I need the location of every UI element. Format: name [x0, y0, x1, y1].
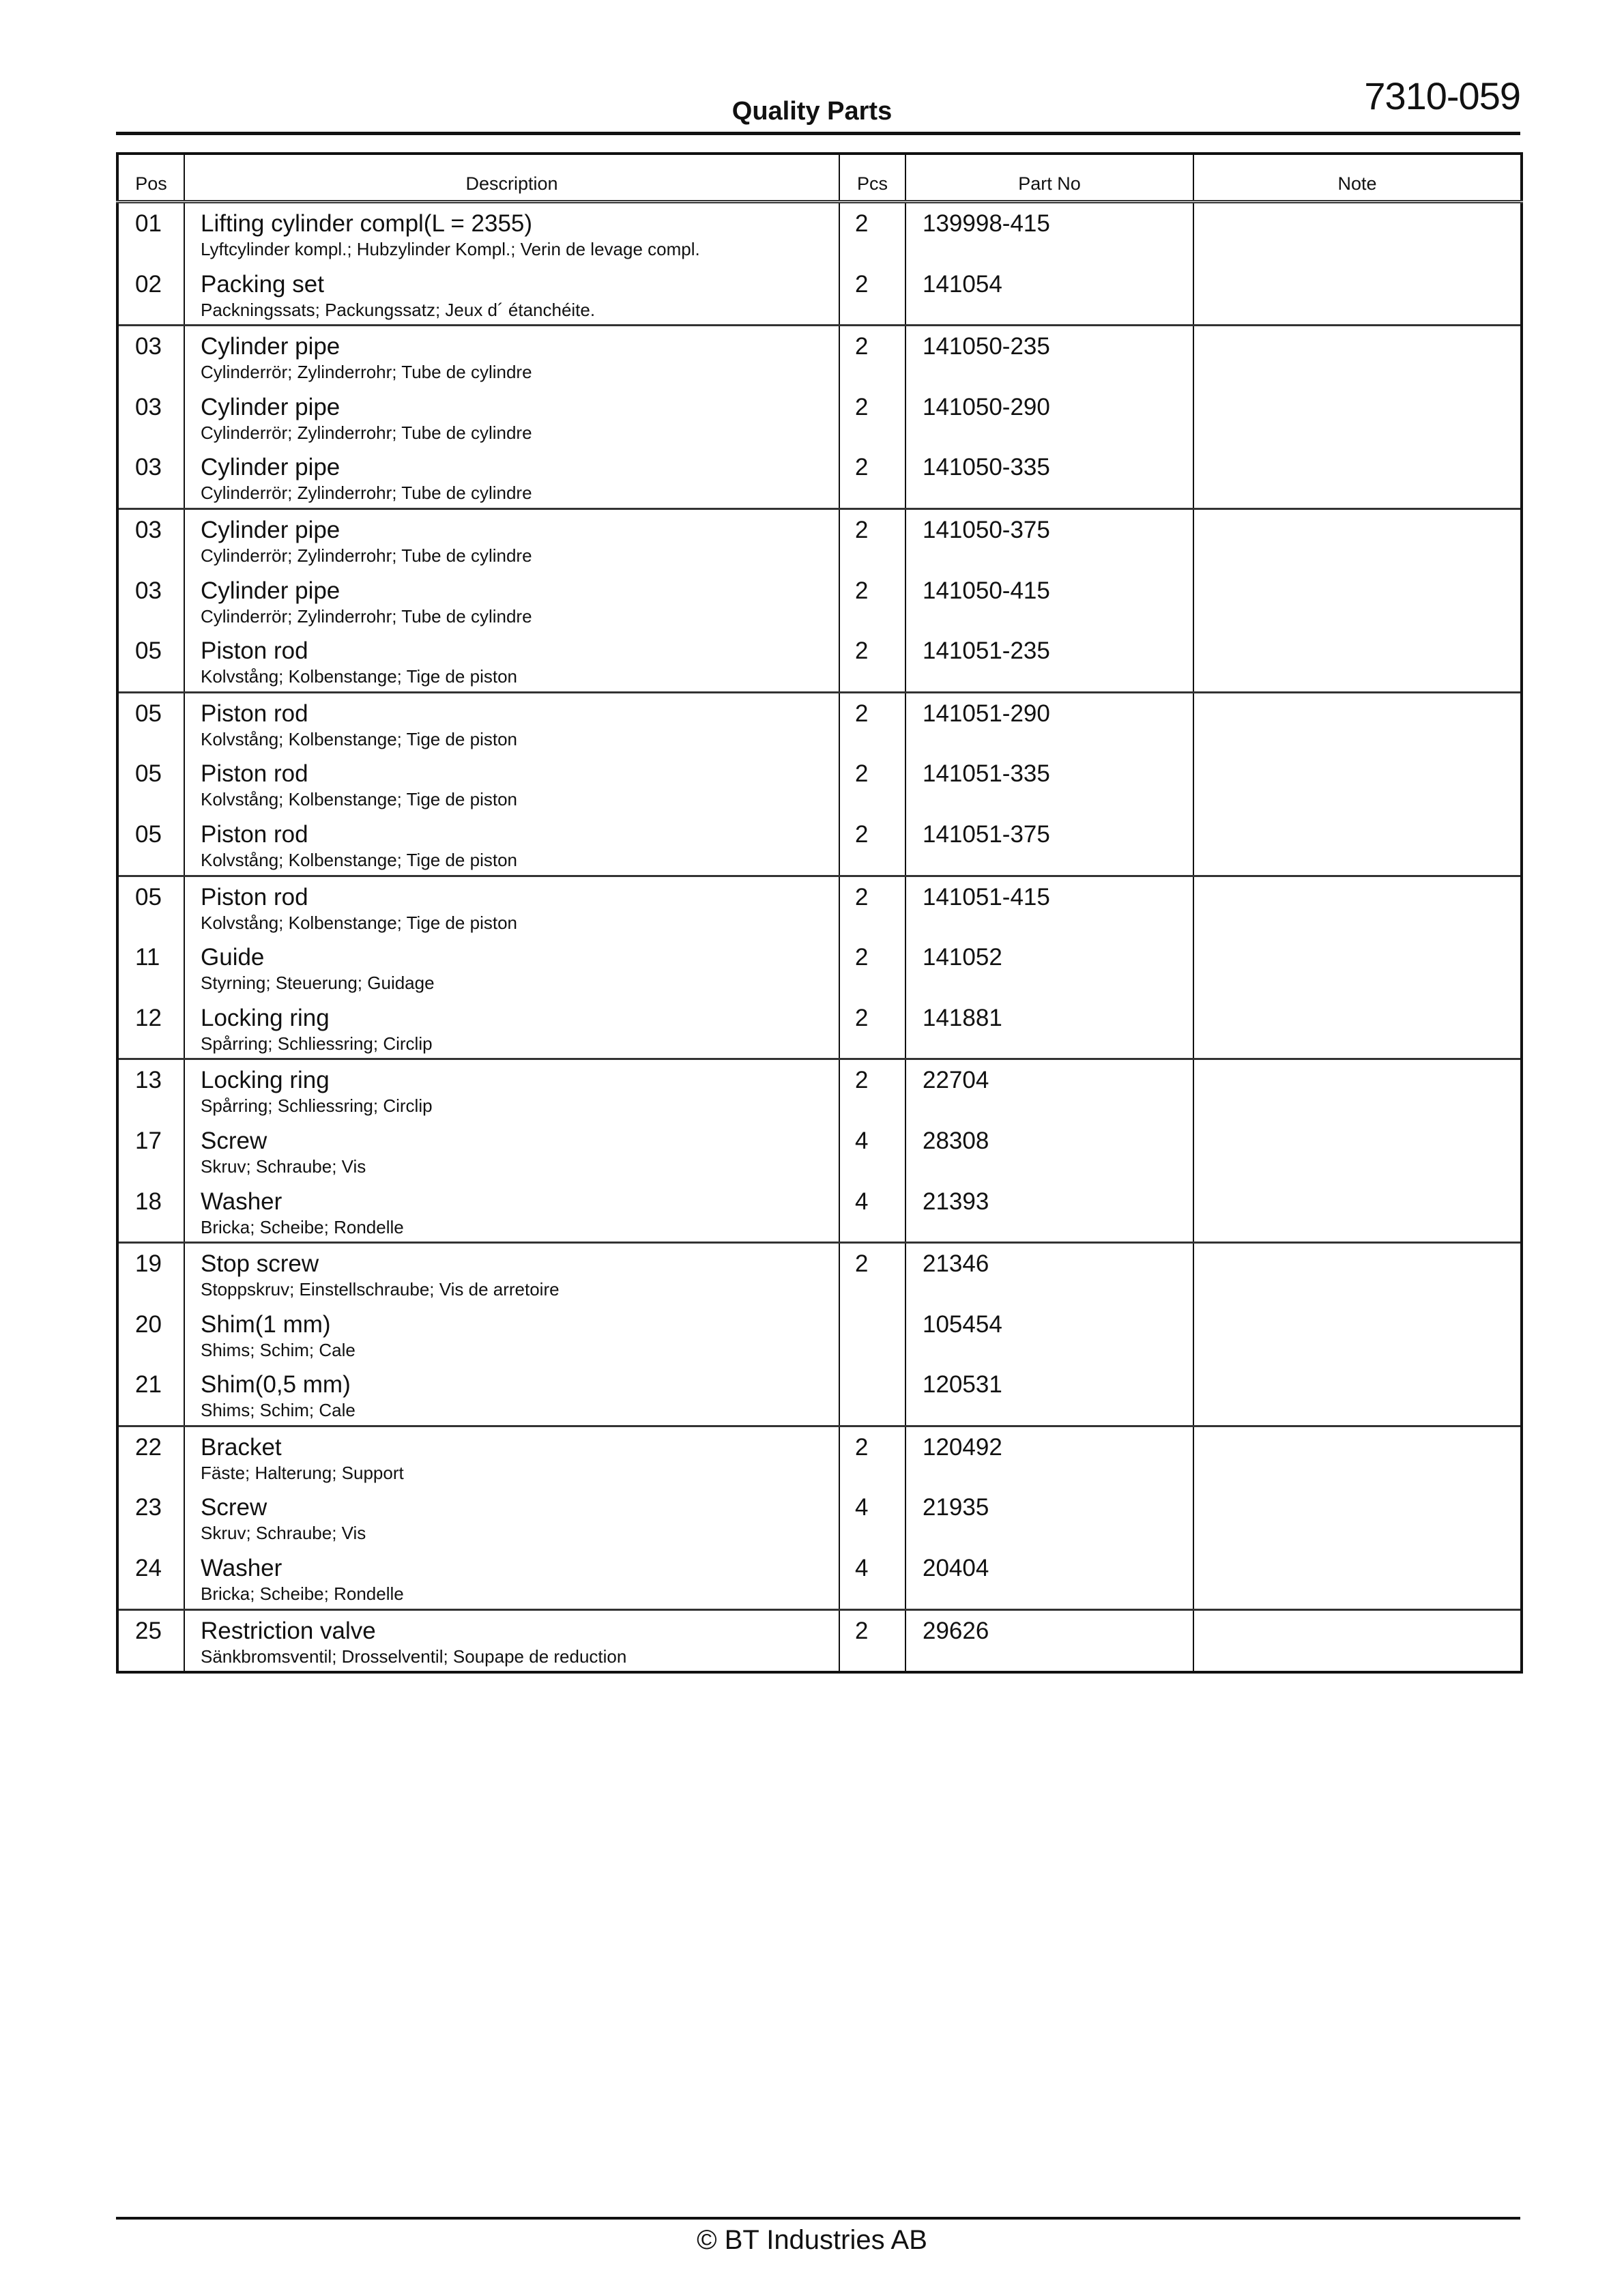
list-item: 05: [135, 760, 162, 788]
list-item: 21935: [923, 1494, 989, 1521]
list-item: 120492: [923, 1433, 1002, 1461]
pcs-cell: [839, 326, 905, 509]
list-item: 20404: [923, 1555, 989, 1582]
note-cell: [1193, 326, 1522, 509]
pcs-cell: [839, 1059, 905, 1243]
list-item: 2: [855, 1617, 869, 1644]
part-description: Piston rod: [201, 700, 308, 727]
list-item: 03: [135, 577, 162, 604]
pcs-cell: [839, 1426, 905, 1609]
description-cell: [184, 326, 839, 509]
list-item: 141051-415: [923, 883, 1050, 910]
list-item: [185, 510, 839, 571]
list-item: 03: [135, 333, 162, 360]
list-item: [185, 1244, 839, 1304]
part-description: Lifting cylinder compl(L = 2355): [201, 210, 533, 237]
list-item: [1194, 1121, 1520, 1181]
table-row-group: [117, 1426, 1522, 1609]
list-item: [1194, 877, 1520, 938]
part-description-translations: Kolvstång; Kolbenstange; Tige de piston: [201, 728, 517, 749]
part-description: Screw: [201, 1127, 267, 1154]
list-item: 2: [855, 393, 869, 420]
list-item: [1194, 326, 1520, 387]
part-description-translations: Kolvstång; Kolbenstange; Tige de piston: [201, 912, 517, 933]
list-item: 03: [135, 516, 162, 543]
list-item: 29626: [923, 1617, 989, 1644]
part-description: Washer: [201, 1555, 282, 1582]
list-item: 2: [855, 1004, 869, 1031]
column-header-pos: Pos: [117, 154, 184, 202]
part-description: Piston rod: [201, 760, 308, 788]
list-item: 13: [135, 1067, 162, 1094]
pos-cell: [117, 876, 184, 1059]
list-item: [1194, 1364, 1520, 1425]
part-description: Cylinder pipe: [201, 516, 340, 543]
part-description-translations: Stoppskruv; Einstellschraube; Vis de arretoire: [201, 1279, 560, 1300]
list-item: [1194, 1244, 1520, 1304]
pos-cell: [117, 692, 184, 876]
part-no-cell: [905, 1609, 1193, 1672]
list-item: 2: [855, 700, 869, 727]
description-cell: [184, 202, 839, 326]
note-cell: [1193, 508, 1522, 692]
list-item: 05: [135, 700, 162, 727]
list-item: 2: [855, 1067, 869, 1094]
list-item: 4: [855, 1188, 869, 1215]
list-item: [185, 1304, 839, 1365]
part-description-translations: Spårring; Schliessring; Circlip: [201, 1033, 433, 1054]
list-item: [1194, 510, 1520, 571]
list-item: [1194, 1427, 1520, 1488]
part-description: Piston rod: [201, 883, 308, 910]
part-description: Cylinder pipe: [201, 577, 340, 604]
part-description-translations: Packningssats; Packungssatz; Jeux d´ étanchéite.: [201, 299, 596, 320]
table-row-group: [117, 1243, 1522, 1426]
pos-cell: [117, 1059, 184, 1243]
list-item: [1194, 571, 1520, 631]
part-description-translations: Cylinderrör; Zylinderrohr; Tube de cylindre: [201, 545, 532, 566]
list-item: 02: [135, 270, 162, 298]
list-item: [1194, 1181, 1520, 1242]
part-description: Piston rod: [201, 637, 308, 665]
list-item: 03: [135, 393, 162, 420]
part-no-cell: [905, 508, 1193, 692]
part-description: Bracket: [201, 1433, 282, 1461]
list-item: [1194, 387, 1520, 448]
list-item: 2: [855, 883, 869, 910]
list-item: 2: [855, 944, 869, 971]
list-item: 141051-335: [923, 760, 1050, 788]
table-row-group: [117, 692, 1522, 876]
list-item: 141051-375: [923, 820, 1050, 848]
header-divider: [116, 132, 1520, 135]
description-cell: [184, 1059, 839, 1243]
list-item: [185, 998, 839, 1059]
pos-cell: [117, 1243, 184, 1426]
list-item: 120531: [923, 1371, 1002, 1398]
part-description: Cylinder pipe: [201, 454, 340, 481]
list-item: [1194, 447, 1520, 508]
list-item: 22: [135, 1433, 162, 1461]
list-item: 2: [855, 516, 869, 543]
part-description-translations: Styrning; Steuerung; Guidage: [201, 973, 435, 994]
table-row-group: [117, 508, 1522, 692]
list-item: [840, 1364, 905, 1425]
list-item: [1194, 1611, 1520, 1671]
list-item: 2: [855, 637, 869, 665]
list-item: 141050-375: [923, 516, 1050, 543]
part-description-translations: Spårring; Schliessring; Circlip: [201, 1095, 433, 1117]
list-item: [185, 447, 839, 508]
list-item: 28308: [923, 1127, 989, 1154]
list-item: 12: [135, 1004, 162, 1031]
part-description-translations: Shims; Schim; Cale: [201, 1339, 356, 1360]
part-no-cell: [905, 1243, 1193, 1426]
note-cell: [1193, 876, 1522, 1059]
list-item: [1194, 1548, 1520, 1609]
list-item: [185, 1181, 839, 1242]
part-description-translations: Kolvstång; Kolbenstange; Tige de piston: [201, 666, 517, 687]
table-row-group: [117, 326, 1522, 509]
description-cell: [184, 508, 839, 692]
list-item: 2: [855, 270, 869, 298]
list-item: [185, 387, 839, 448]
note-cell: [1193, 692, 1522, 876]
list-item: 2: [855, 210, 869, 237]
part-description: Shim(1 mm): [201, 1310, 331, 1338]
list-item: [1194, 1304, 1520, 1365]
list-item: [185, 1487, 839, 1548]
table-header-row: [117, 154, 1522, 202]
column-header-pcs: Pcs: [839, 154, 905, 202]
list-item: 01: [135, 210, 162, 237]
pcs-cell: [839, 1243, 905, 1426]
list-item: [1194, 1487, 1520, 1548]
list-item: 20: [135, 1310, 162, 1338]
list-item: [1194, 937, 1520, 998]
list-item: 2: [855, 454, 869, 481]
part-no-cell: [905, 1426, 1193, 1609]
list-item: [185, 203, 839, 264]
part-description: Piston rod: [201, 820, 308, 848]
list-item: 2: [855, 577, 869, 604]
list-item: 17: [135, 1127, 162, 1154]
part-description: Shim(0,5 mm): [201, 1371, 351, 1398]
note-cell: [1193, 202, 1522, 326]
description-cell: [184, 692, 839, 876]
list-item: 4: [855, 1494, 869, 1521]
pcs-cell: [839, 202, 905, 326]
description-cell: [184, 1243, 839, 1426]
list-item: 141052: [923, 944, 1002, 971]
footer-divider: [116, 2217, 1520, 2220]
pcs-cell: [839, 692, 905, 876]
table-row-group: [117, 202, 1522, 326]
list-item: 22704: [923, 1067, 989, 1094]
note-cell: [1193, 1426, 1522, 1609]
document-number: 7310-059: [1364, 74, 1520, 117]
part-description-translations: Shims; Schim; Cale: [201, 1400, 356, 1421]
list-item: [1194, 814, 1520, 875]
list-item: 139998-415: [923, 210, 1050, 237]
list-item: [185, 1060, 839, 1121]
list-item: 141051-290: [923, 700, 1050, 727]
table-row-group: [117, 876, 1522, 1059]
part-no-cell: [905, 202, 1193, 326]
copyright-notice: © BT Industries AB: [697, 2225, 927, 2255]
part-description-translations: Bricka; Scheibe; Rondelle: [201, 1583, 404, 1605]
list-item: 2: [855, 760, 869, 788]
list-item: [185, 571, 839, 631]
note-cell: [1193, 1059, 1522, 1243]
list-item: 18: [135, 1188, 162, 1215]
list-item: [185, 1548, 839, 1609]
column-header-description: Description: [184, 154, 839, 202]
part-no-cell: [905, 876, 1193, 1059]
table-row-group: [117, 1609, 1522, 1672]
list-item: [1194, 998, 1520, 1059]
list-item: 141050-415: [923, 577, 1050, 604]
part-description-translations: Fäste; Halterung; Support: [201, 1462, 404, 1483]
list-item: [185, 1364, 839, 1425]
part-description: Washer: [201, 1188, 282, 1215]
pcs-cell: [839, 1609, 905, 1672]
list-item: 141050-335: [923, 454, 1050, 481]
part-description-translations: Kolvstång; Kolbenstange; Tige de piston: [201, 789, 517, 810]
list-item: [1194, 631, 1520, 691]
part-description: Locking ring: [201, 1067, 330, 1094]
list-item: [185, 1427, 839, 1488]
list-item: 141050-235: [923, 333, 1050, 360]
list-item: 05: [135, 883, 162, 910]
pos-cell: [117, 202, 184, 326]
part-description: Cylinder pipe: [201, 333, 340, 360]
part-description-translations: Skruv; Schraube; Vis: [201, 1523, 366, 1544]
list-item: [1194, 203, 1520, 264]
list-item: 141881: [923, 1004, 1002, 1031]
list-item: [1194, 1060, 1520, 1121]
part-description: Screw: [201, 1494, 267, 1521]
list-item: [1194, 264, 1520, 325]
part-description-translations: Cylinderrör; Zylinderrohr; Tube de cylindre: [201, 483, 532, 504]
note-cell: [1193, 1243, 1522, 1426]
description-cell: [184, 1609, 839, 1672]
list-item: 141054: [923, 270, 1002, 298]
list-item: [185, 326, 839, 387]
list-item: 03: [135, 454, 162, 481]
part-description-translations: Bricka; Scheibe; Rondelle: [201, 1216, 404, 1237]
table-row-group: [117, 1059, 1522, 1243]
list-item: [185, 814, 839, 875]
list-item: [185, 693, 839, 754]
part-description-translations: Cylinderrör; Zylinderrohr; Tube de cylindre: [201, 362, 532, 383]
pcs-cell: [839, 508, 905, 692]
part-description-translations: Cylinderrör; Zylinderrohr; Tube de cylindre: [201, 605, 532, 627]
list-item: 19: [135, 1250, 162, 1278]
list-item: [185, 1121, 839, 1181]
page-title: Quality Parts: [731, 97, 893, 126]
list-item: [185, 754, 839, 814]
list-item: 24: [135, 1555, 162, 1582]
list-item: 4: [855, 1555, 869, 1582]
list-item: 4: [855, 1127, 869, 1154]
list-item: [840, 1304, 905, 1365]
list-item: 141051-235: [923, 637, 1050, 665]
list-item: 2: [855, 1250, 869, 1278]
pos-cell: [117, 326, 184, 509]
part-description-translations: Sänkbromsventil; Drosselventil; Soupape de reduction: [201, 1646, 627, 1667]
list-item: [1194, 693, 1520, 754]
pcs-cell: [839, 876, 905, 1059]
parts-table: [116, 152, 1523, 1674]
list-item: [185, 877, 839, 938]
list-item: 2: [855, 1433, 869, 1461]
part-no-cell: [905, 1059, 1193, 1243]
part-description-translations: Cylinderrör; Zylinderrohr; Tube de cylindre: [201, 422, 532, 443]
pos-cell: [117, 1609, 184, 1672]
part-no-cell: [905, 692, 1193, 876]
list-item: 05: [135, 820, 162, 848]
part-description-translations: Kolvstång; Kolbenstange; Tige de piston: [201, 849, 517, 870]
table-body: [117, 202, 1522, 1673]
list-item: 21: [135, 1371, 162, 1398]
note-cell: [1193, 1609, 1522, 1672]
list-item: 2: [855, 820, 869, 848]
list-item: [1194, 754, 1520, 814]
column-header-note: Note: [1193, 154, 1522, 202]
part-description: Cylinder pipe: [201, 393, 340, 420]
list-item: 21346: [923, 1250, 989, 1278]
list-item: [185, 937, 839, 998]
pos-cell: [117, 508, 184, 692]
column-header-part-no: Part No: [905, 154, 1193, 202]
part-description-translations: Skruv; Schraube; Vis: [201, 1156, 366, 1177]
list-item: 11: [135, 944, 160, 971]
part-description: Stop screw: [201, 1250, 319, 1278]
part-description: Restriction valve: [201, 1617, 376, 1644]
list-item: 141050-290: [923, 393, 1050, 420]
description-cell: [184, 876, 839, 1059]
list-item: 21393: [923, 1188, 989, 1215]
list-item: [185, 1611, 839, 1671]
part-description-translations: Lyftcylinder kompl.; Hubzylinder Kompl.; Verin de levage compl.: [201, 239, 700, 259]
list-item: 25: [135, 1617, 162, 1644]
list-item: 23: [135, 1494, 162, 1521]
part-description: Locking ring: [201, 1004, 330, 1031]
list-item: 05: [135, 637, 162, 665]
part-no-cell: [905, 326, 1193, 509]
part-description: Guide: [201, 944, 265, 971]
list-item: 2: [855, 333, 869, 360]
description-cell: [184, 1426, 839, 1609]
list-item: [185, 631, 839, 691]
part-description: Packing set: [201, 270, 324, 298]
pos-cell: [117, 1426, 184, 1609]
list-item: 105454: [923, 1310, 1002, 1338]
list-item: [185, 264, 839, 325]
